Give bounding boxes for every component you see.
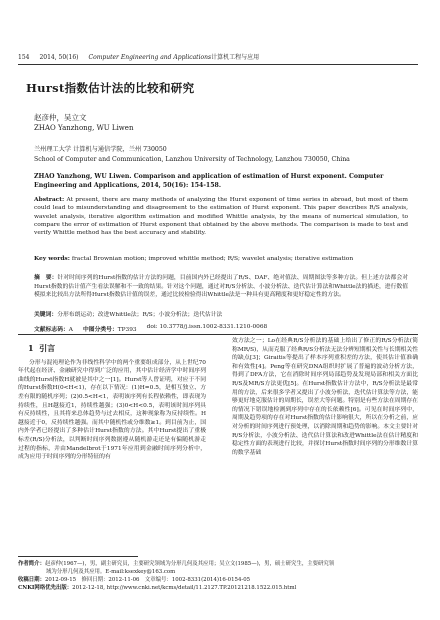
keywords-en <box>34 255 408 263</box>
cnki-text: 2012-12-18, http://www.cnki.net/kcms/detail/11.2127.TP.20121218.1522.015.html <box>72 585 297 591</box>
doc-code-value: A <box>68 327 73 333</box>
body-column-right <box>232 337 418 457</box>
received-label: 收稿日期： <box>18 577 45 583</box>
body-column-left <box>18 344 206 462</box>
paper-title: Hurst指数估计法的比较和研究 <box>26 81 195 95</box>
running-header <box>18 54 418 65</box>
bio-label: 作者简介： <box>18 561 45 567</box>
keywords-cn <box>34 311 408 320</box>
bio-continuation: 域为分形几何及其应用。E-mail:ksexkey@163.com <box>46 569 176 575</box>
citation: ZHAO Yanzhong, WU Liwen. Comparison and application of estimation of Hurst exponent. Computer Engineering and Applications, 2014, 50(16): 154-158. <box>34 173 384 189</box>
cnki-label: CNKI网络优先出版： <box>18 585 73 591</box>
doi: doi: 10.3778/j.issn.1002-8331.1210-0068 <box>146 324 268 330</box>
doc-code-label: 文献标志码： <box>34 327 69 333</box>
authors-en: ZHAO Yanzhong, WU Liwen <box>34 124 134 132</box>
authors-cn: 赵彦仲，吴立文 <box>34 113 87 122</box>
keywords-en-label: Key words: <box>34 255 70 262</box>
abstract-cn <box>34 274 408 300</box>
classification-line <box>34 324 267 333</box>
keywords-en-text: fractal Brownian motion; improved whittle method; R/S; wavelet analysis; iterative estimation <box>71 256 354 262</box>
footnote-divider <box>18 556 138 557</box>
journal-name-en: Computer Engineering and Applications <box>88 54 212 61</box>
affiliation-en: School of Computer and Communication, Lanzhou University of Technology, Lanzhou 730050, China <box>34 156 350 163</box>
journal-name-cn: 计算机工程与应用 <box>211 54 260 61</box>
issue-info: 2014, 50(16) <box>39 54 79 61</box>
footnotes <box>18 560 416 592</box>
keywords-cn-text: 分形布朗运动；改进Whittle法；R/S；小波分析法；迭代估计法 <box>57 312 223 318</box>
page-number: 154 <box>18 54 30 61</box>
keywords-cn-label: 关键词： <box>34 312 58 318</box>
bio-text: 赵彦仲(1967—)，男，副主研究员，主要研究领域为分形几何及其应用；吴立文(1985—)，男，硕士研究生，主要研究领 <box>44 561 335 567</box>
abstract-cn-text: 针对时间序列的Hurst指数的估计方法的问题，目前国内外已经提出了R/S、DAF、绝对值法、周期图法等多种方法。但上述方法都会对Hurst指数的估计值产生看法误解和不一致的结果。针对这个问题，通过对R/S分析法、小波分析法、迭代估计算法和Whittle法的描述，进行数值模拟来比较出方法所得Hurst指数估计值的误差，通过比较检验得出Whittle法是一种具有更高精度和更好稳定性的方法。 <box>34 275 408 298</box>
abstract-en-label: Abstract: <box>34 196 65 203</box>
section-number: 1 <box>28 343 34 353</box>
affiliation-cn: 兰州理工大学 计算机与通信学院，兰州 730050 <box>34 146 167 153</box>
clc-value: TP393 <box>117 327 137 333</box>
section-title: 引言 <box>39 343 56 353</box>
abstract-en <box>34 196 408 237</box>
abstract-en-text: At present, there are many methods of analyzing the Hurst exponent of time series in abroad, but most of them could lead to misunderstanding and disagreement to the estimation of Hurst exponent. This paper describes R/S analysis, wavelet analysis, iterative algorithm estimation and modified Whittle analysis, by the means of numerical simulation, to compare the error of estimation of Hurst exponent that obtained by the above methods. The comparison is made to test and verify Whittle method has the best accuracy and stability. <box>34 197 408 237</box>
received-text: 2012-09-15 修回日期：2012-11-06 文章编号：1002-8331(2014)16-0154-05 <box>44 577 251 583</box>
paragraph: 分形与混沌理论作为非线性科学中的两个重要组成部分，从上世纪70年代起在经济、金融研究中得到广泛的应用，其中估计经济学中时间序列曲线的Hurst指数H就被是其中之一[1]。Hurst等人曾证明，对应于不同的Hurst指数H(0<H<1)，存在以下情况：(1)H=0.5，是相互独立、方差有限的随机序列；(2)0.5<H<1，表明该序列有长程依赖性，即表现为持续性，且H越接近1，持续性越强；(3)0<H<0.5，表明该时间序列具有反持续性，且其将来总体趋势与过去相反，这种现象称为反持续性。H越接近于0，反持续性越强。而其中随机性或分维数≥1。到目前为止，国内外学者已经提出了多种估计Hurst指数的方法。其中Hurst提出了重极标差(R/S)分析法，以判断时间序列数据遵从随机游走还是有偏随机游走过程的指标，并由Mandelbrot于1971年应用到金融时间序列分析中，成为应用于时间序列的分形特征的有 <box>18 359 206 461</box>
paragraph: 效方法之一；Lo在经典R/S分析法的基础上给出了修正的R/S分析法(简称MR/S)，从而克服了经典R/S分析法无法分辨短期相关性与长期相关性的缺点[3]；Giraitis等提出了样本序列重积差的方法，使其估计值准确和有效性[4]。Peng等在研究DNA组织时扩展了普遍的波动分析方法，得到了DFA方法，它在消除时间序列局部趋势及发现局部和相关方面比R/S及MR/S方法更优[5]。在Hurst指数估计方法中，R/S分析法是最常用的方法，后来很多学者又提出了小波分析法，迭代估计算法等方法，能够更好地克服估计的周期长，误差大等问题。特别是有些方法在周期存在的情况下错误地检测到序列中存在的长依赖性[6]。可见在时间序列中，周期及趋势项的存在对Hurst指数的估计影响很大，所以在分析之前，应对分析的时间序列进行预处理，以消除周期和趋势的影响。本文主要针对R/S分析法，小波分析法、迭代估计算法和改进Whittle法在估计精度和稳定性方面的表现进行比较，并探讨Hurst指数时间序列的分形维数计算的数学基础 <box>232 338 418 456</box>
divider <box>18 334 418 335</box>
section-heading <box>28 344 206 353</box>
clc-label: 中图分类号： <box>82 327 118 333</box>
abstract-cn-label: 摘 要： <box>34 275 58 281</box>
